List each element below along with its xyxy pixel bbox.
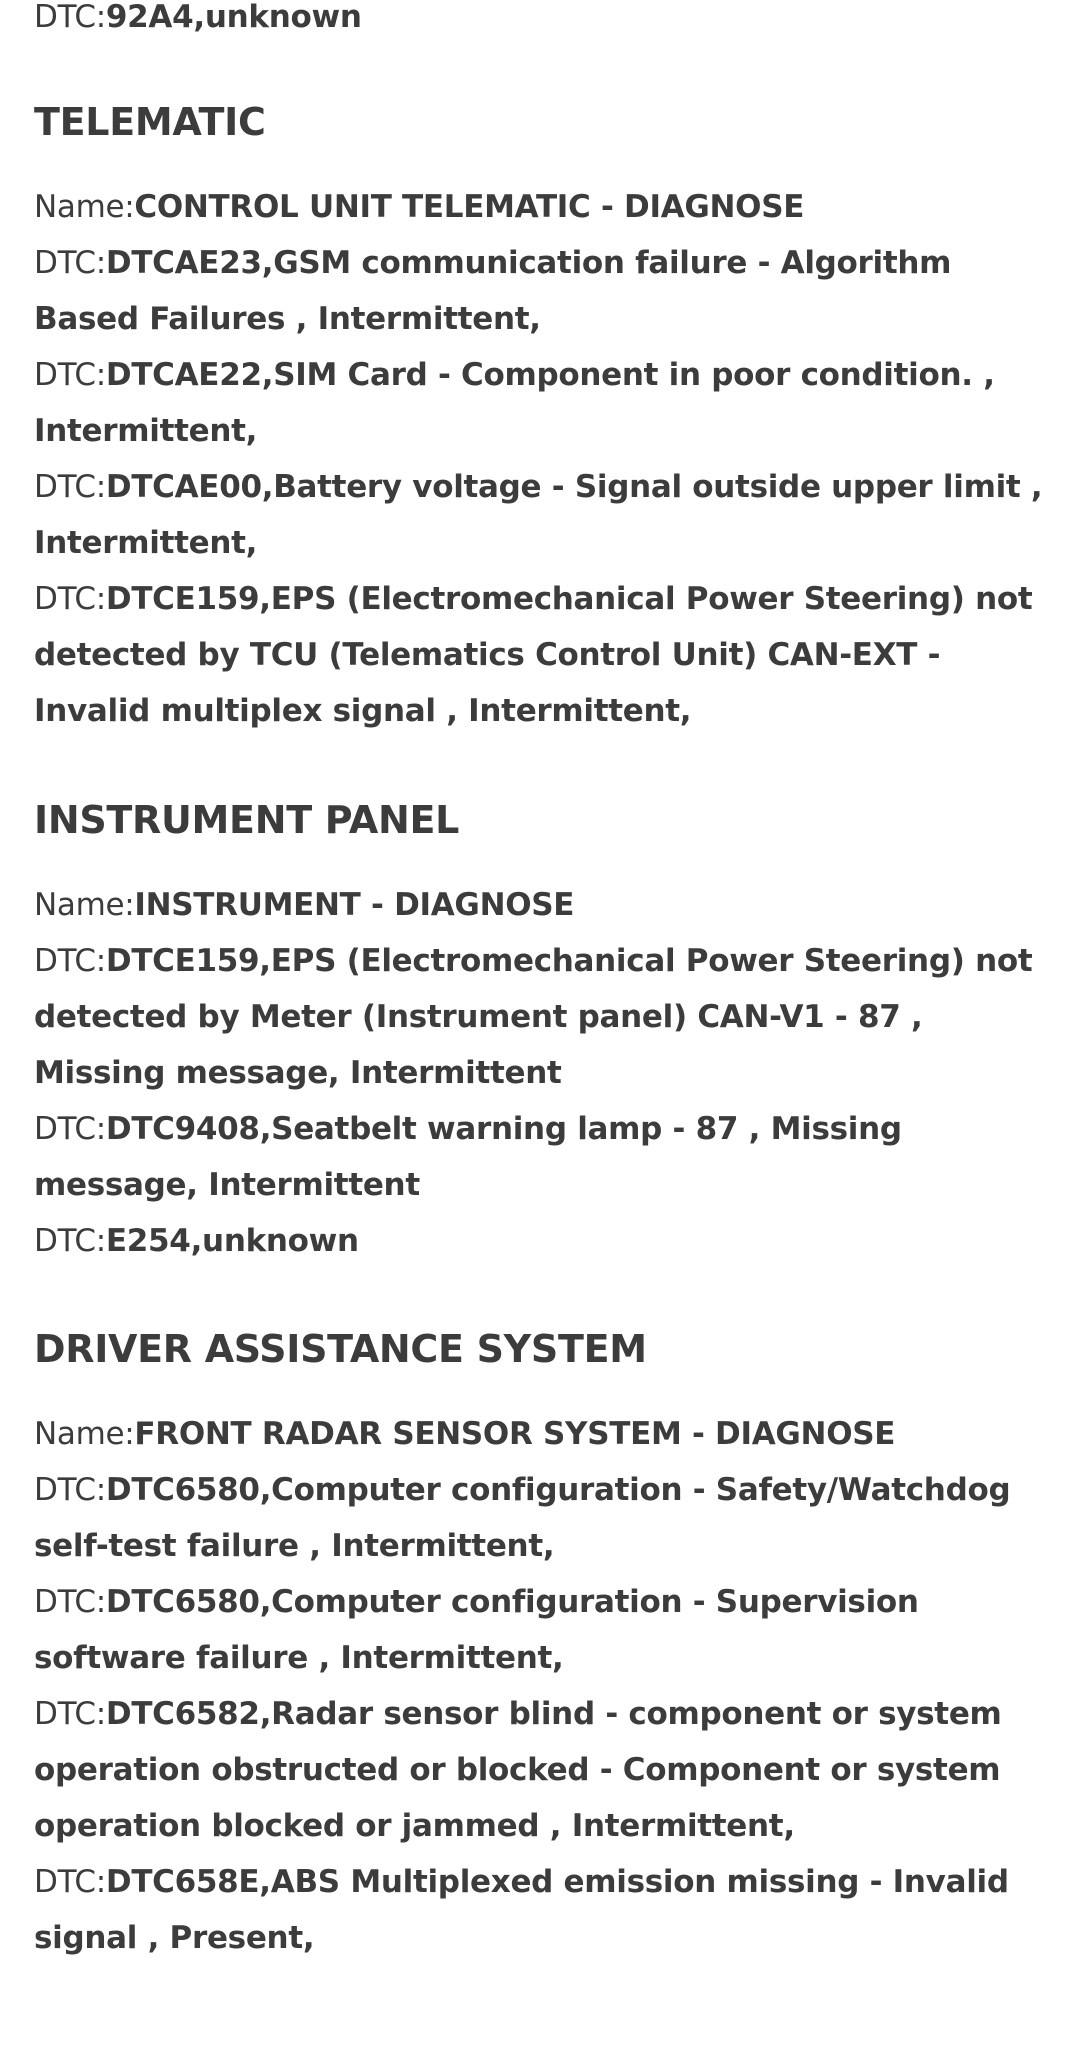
- dtc-value: DTC6580,Computer configuration - Supervision software failure , Intermittent,: [34, 1584, 919, 1676]
- module-name-line: [34, 1406, 1046, 1462]
- dtc-line: [34, 1686, 1046, 1854]
- dtc-line: [34, 571, 1046, 739]
- dtc-line: [34, 235, 1046, 347]
- dtc-value: DTCE159,EPS (Electromechanical Power Steering) not detected by TCU (Telematics Control Unit) CAN-EXT - Invalid multiplex signal , Intermittent,: [34, 581, 1033, 729]
- dtc-value: DTC6582,Radar sensor blind - component or system operation obstructed or blocked - Component or system operation blocked or jammed , Intermittent,: [34, 1696, 1002, 1844]
- name-value: FRONT RADAR SENSOR SYSTEM - DIAGNOSE: [134, 1416, 896, 1452]
- dtc-line: [34, 933, 1046, 1101]
- name-label: Name:: [34, 189, 135, 225]
- dtc-line: [34, 1462, 1046, 1574]
- dtc-line: [34, 1574, 1046, 1686]
- dtc-value: DTCAE23,GSM communication failure - Algorithm Based Failures , Intermittent,: [34, 245, 952, 337]
- section-title: INSTRUMENT PANEL: [34, 798, 460, 842]
- dtc-label: DTC:: [34, 581, 106, 617]
- dtc-value: DTC658E,ABS Multiplexed emission missing - Invalid signal , Present,: [34, 1864, 1009, 1956]
- dtc-label: DTC:: [34, 1584, 106, 1620]
- section-driver-assistance-system: [34, 1321, 1046, 1966]
- module-name-line: [34, 179, 1046, 235]
- dtc-label: DTC:: [34, 1864, 106, 1900]
- dtc-line: [34, 0, 1046, 45]
- section-instrument-panel: [34, 792, 1046, 1269]
- dtc-label: DTC:: [34, 943, 106, 979]
- dtc-value: DTC6580,Computer configuration - Safety/Watchdog self-test failure , Intermittent,: [34, 1472, 1011, 1564]
- section-title: DRIVER ASSISTANCE SYSTEM: [34, 1327, 647, 1371]
- dtc-label: DTC:: [34, 1223, 106, 1259]
- name-label: Name:: [34, 887, 135, 923]
- dtc-value: 92A4,unknown: [105, 0, 362, 35]
- dtc-label: DTC:: [34, 1696, 106, 1732]
- dtc-line: [34, 1854, 1046, 1966]
- name-value: INSTRUMENT - DIAGNOSE: [134, 887, 575, 923]
- module-name-line: [34, 877, 1046, 933]
- dtc-label: DTC:: [34, 245, 106, 281]
- dtc-label: DTC:: [34, 1111, 106, 1147]
- dtc-label: DTC:: [34, 357, 106, 393]
- dtc-value: E254,unknown: [105, 1223, 359, 1259]
- dtc-line: [34, 347, 1046, 459]
- name-label: Name:: [34, 1416, 135, 1452]
- dtc-value: DTCAE00,Battery voltage - Signal outside upper limit , Intermittent,: [34, 469, 1043, 561]
- dtc-value: DTCE159,EPS (Electromechanical Power Steering) not detected by Meter (Instrument panel) CAN-V1 - 87 , Missing message, Intermittent: [34, 943, 1033, 1091]
- dtc-line: [34, 1213, 1046, 1269]
- dtc-label: DTC:: [34, 1472, 106, 1508]
- dtc-value: DTC9408,Seatbelt warning lamp - 87 , Missing message, Intermittent: [34, 1111, 902, 1203]
- section-title: TELEMATIC: [34, 100, 266, 144]
- dtc-value: DTCAE22,SIM Card - Component in poor condition. , Intermittent,: [34, 357, 995, 449]
- section-telematic: [34, 94, 1046, 739]
- dtc-label: DTC:: [34, 469, 106, 505]
- name-value: CONTROL UNIT TELEMATIC - DIAGNOSE: [134, 189, 805, 225]
- dtc-label: DTC:: [34, 0, 106, 35]
- dtc-line: [34, 459, 1046, 571]
- dtc-line: [34, 1101, 1046, 1213]
